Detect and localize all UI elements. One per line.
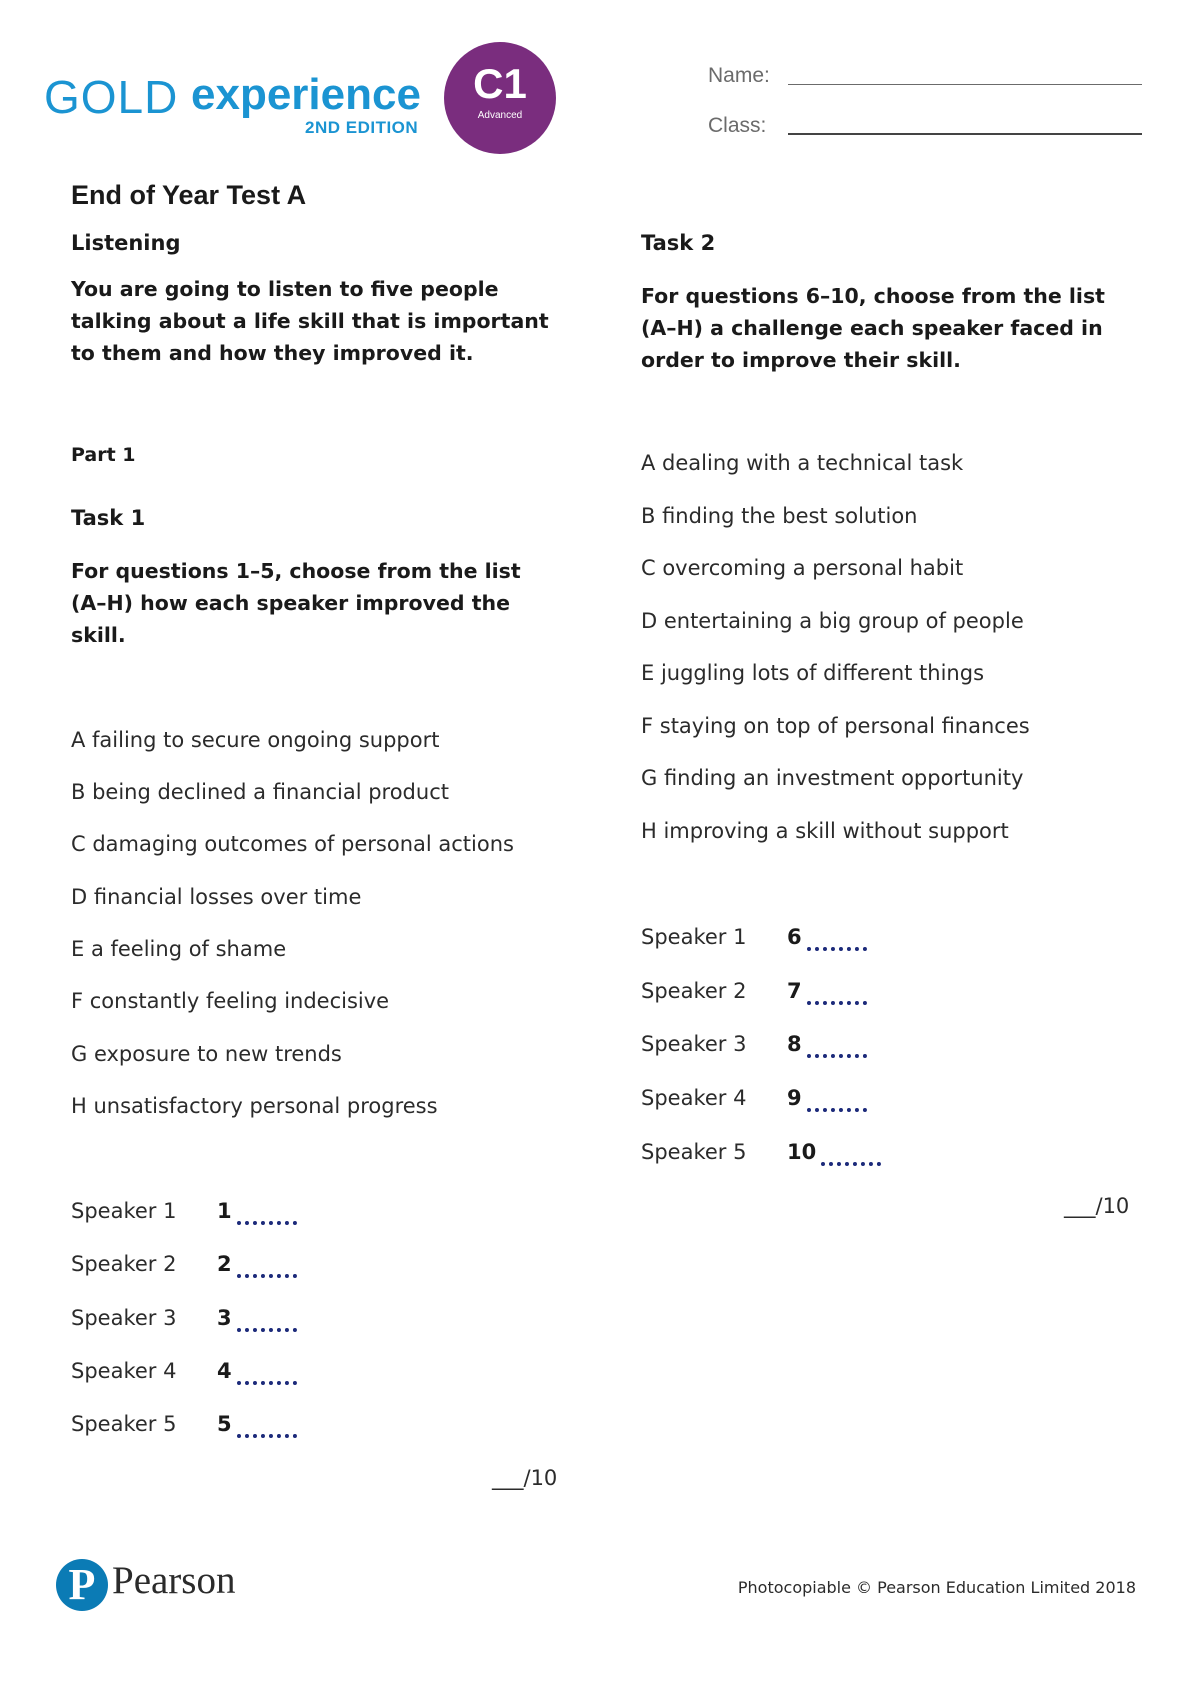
speaker-label: Speaker 1 <box>641 925 747 949</box>
answer-row <box>71 1199 371 1229</box>
answer-row <box>641 925 941 955</box>
list-item: D financial losses over time <box>71 885 362 909</box>
task2-instruction: For questions 6–10, choose from the list (A–H) a challenge each speaker faced in order to improve their skill. <box>641 284 1105 372</box>
logo-experience: experience <box>191 70 421 119</box>
list-item: G finding an investment opportunity <box>641 766 1024 790</box>
task2-score: ___/10 <box>1064 1194 1130 1218</box>
question-number: 8 <box>787 1032 802 1056</box>
task1-score: ___/10 <box>492 1466 558 1490</box>
list-item: F staying on top of personal finances <box>641 714 1030 738</box>
speaker-label: Speaker 2 <box>71 1252 177 1276</box>
pearson-wordmark: Pearson <box>112 1559 236 1602</box>
answer-row <box>641 1086 941 1116</box>
copyright-notice: Photocopiable © Pearson Education Limited 2018 <box>737 1578 1136 1597</box>
answer-row <box>71 1306 371 1336</box>
speaker-label: Speaker 1 <box>71 1199 177 1223</box>
question-number: 2 <box>217 1252 232 1276</box>
name-label: Name: <box>708 64 770 87</box>
list-item: E a feeling of shame <box>71 937 287 961</box>
list-item: H unsatisfactory personal progress <box>71 1094 438 1118</box>
class-label: Class: <box>708 114 767 137</box>
speaker-label: Speaker 5 <box>71 1412 177 1436</box>
answer-blank[interactable] <box>237 1381 297 1385</box>
level-badge-sub: Advanced <box>477 110 523 121</box>
list-item: G exposure to new trends <box>71 1042 342 1066</box>
answer-blank[interactable] <box>237 1221 297 1225</box>
list-item: F constantly feeling indecisive <box>71 989 390 1013</box>
task1-instruction: For questions 1–5, choose from the list (A–H) how each speaker improved the skill. <box>71 559 521 647</box>
answer-blank[interactable] <box>821 1162 881 1166</box>
level-badge-text: C1 <box>473 60 527 107</box>
list-item: C damaging outcomes of personal actions <box>71 832 514 856</box>
list-item: B being declined a financial product <box>71 780 449 804</box>
answer-blank[interactable] <box>807 947 867 951</box>
speaker-label: Speaker 3 <box>641 1032 747 1056</box>
answer-row <box>71 1412 371 1442</box>
level-badge <box>444 42 556 154</box>
answer-row <box>71 1359 371 1389</box>
answer-row <box>641 1032 941 1062</box>
speaker-label: Speaker 4 <box>71 1359 177 1383</box>
question-number: 3 <box>217 1306 232 1330</box>
pearson-p-glyph: P <box>68 1560 96 1609</box>
speaker-label: Speaker 4 <box>641 1086 747 1110</box>
task2-answers <box>641 925 941 1195</box>
task1-answers <box>71 1199 371 1469</box>
task1-heading: Task 1 <box>71 506 146 530</box>
list-item: C overcoming a personal habit <box>641 556 964 580</box>
speaker-label: Speaker 2 <box>641 979 747 1003</box>
list-item: H improving a skill without support <box>641 819 1009 843</box>
task2-heading: Task 2 <box>641 231 716 255</box>
answer-row <box>641 979 941 1009</box>
list-item: E juggling lots of different things <box>641 661 985 685</box>
logo-gold: GOLD <box>44 71 179 123</box>
name-field[interactable] <box>788 84 1142 85</box>
part-heading: Part 1 <box>71 444 136 466</box>
logo-edition: 2ND EDITION <box>305 118 419 137</box>
question-number: 4 <box>217 1359 232 1383</box>
answer-row <box>641 1140 941 1170</box>
speaker-label: Speaker 5 <box>641 1140 747 1164</box>
list-item: A dealing with a technical task <box>641 451 964 475</box>
list-item: B finding the best solution <box>641 504 918 528</box>
page-title: End of Year Test A <box>71 180 307 210</box>
question-number: 1 <box>217 1199 232 1223</box>
answer-blank[interactable] <box>807 1054 867 1058</box>
answer-row <box>71 1252 371 1282</box>
answer-blank[interactable] <box>237 1274 297 1278</box>
speaker-label: Speaker 3 <box>71 1306 177 1330</box>
question-number: 5 <box>217 1412 232 1436</box>
list-item: A failing to secure ongoing support <box>71 728 440 752</box>
answer-blank[interactable] <box>807 1108 867 1112</box>
answer-blank[interactable] <box>807 1001 867 1005</box>
list-item: D entertaining a big group of people <box>641 609 1024 633</box>
question-number: 7 <box>787 979 802 1003</box>
question-number: 9 <box>787 1086 802 1110</box>
answer-blank[interactable] <box>237 1434 297 1438</box>
intro-text: You are going to listen to five people talking about a life skill that is important to them and how they improved it. <box>71 277 549 365</box>
class-field[interactable] <box>788 133 1142 135</box>
answer-blank[interactable] <box>237 1328 297 1332</box>
question-number: 6 <box>787 925 802 949</box>
section-heading: Listening <box>71 231 181 255</box>
question-number: 10 <box>787 1140 817 1164</box>
